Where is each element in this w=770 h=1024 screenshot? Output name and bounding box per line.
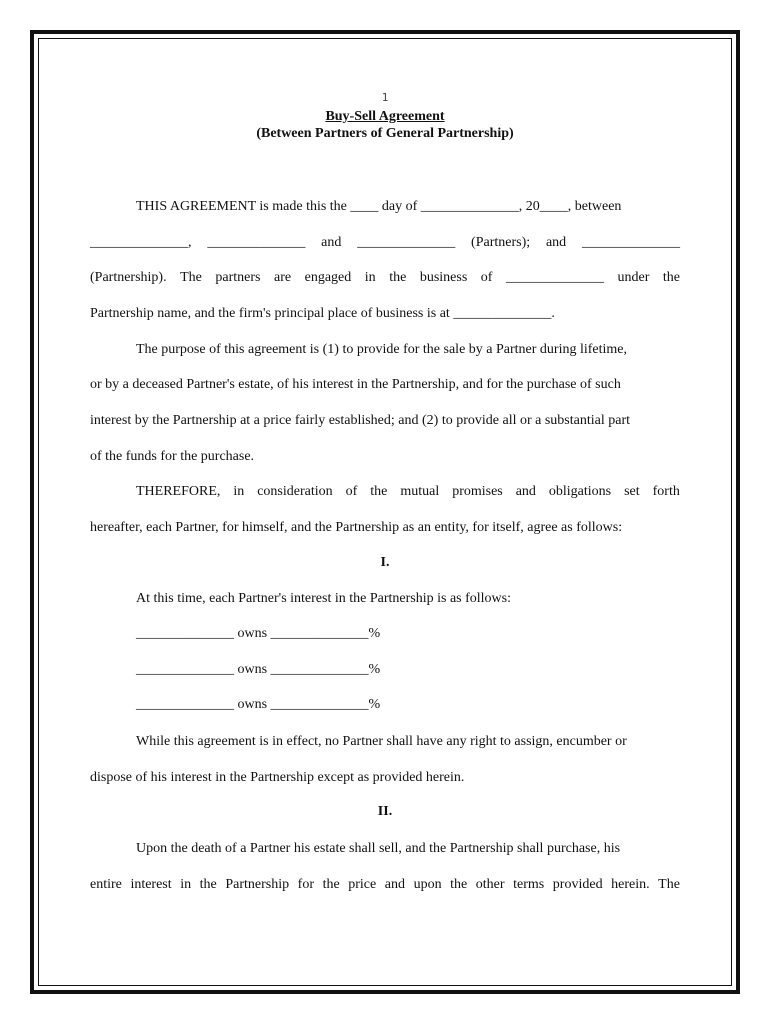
section-2-word: for (297, 877, 314, 892)
intro-word: ______________, (90, 235, 192, 250)
section-2-line-1: Upon the death of a Partner his estate shall sell, and the Partnership shall purchase, his (136, 841, 621, 856)
therefore-line-2: hereafter, each Partner, for himself, and the Partnership as an entity, for itself, agree as follows: (90, 520, 623, 535)
ownership-row: ______________ owns ______________% (136, 662, 381, 677)
intro-word: under (617, 270, 650, 285)
document-title: Buy-Sell Agreement (325, 109, 445, 124)
assign-line-2: dispose of his interest in the Partnership except as provided herein. (90, 770, 465, 785)
assign-line-1: While this agreement is in effect, no Partner shall have any right to assign, encumber or (136, 734, 627, 749)
intro-line-1-text: THIS AGREEMENT is made this the ____ day of ______________, 20____, between (136, 199, 622, 214)
purpose-line-4: of the funds for the purchase. (90, 449, 255, 464)
intro-word: of (480, 270, 493, 285)
intro-word: and (545, 235, 567, 250)
therefore-word: and (515, 484, 536, 499)
section-2-word: entire (90, 877, 122, 892)
ownership-row: ______________ owns ______________% (136, 626, 381, 641)
section-2-word: provided (552, 877, 603, 892)
section-2-word: the (322, 877, 340, 892)
section-2-word: The (658, 877, 680, 892)
section-2-line-2 (90, 876, 680, 894)
purpose-line-1: The purpose of this agreement is (1) to provide for the sale by a Partner during lifetime, (136, 342, 628, 357)
intro-word: engaged (304, 270, 352, 285)
document-subtitle: (Between Partners of General Partnership) (256, 126, 514, 141)
section-2-word: and (384, 877, 405, 892)
therefore-word: of (345, 484, 358, 499)
intro-word: and (321, 235, 342, 250)
section-2-word: other (475, 877, 505, 892)
intro-word: ______________ (582, 235, 680, 250)
intro-word: ______________ (505, 270, 604, 285)
intro-word: in (364, 270, 376, 285)
intro-line-2 (90, 234, 680, 252)
page-number: 1 (381, 91, 389, 104)
therefore-word: forth (652, 484, 680, 499)
ownership-row: ______________ owns ______________% (136, 697, 381, 712)
section-2-word: Partnership (225, 877, 290, 892)
intro-line-4: Partnership name, and the firm's principal place of business is at ______________. (90, 306, 555, 321)
section-2-word: herein. (611, 877, 650, 892)
section-2-word: upon (413, 877, 442, 892)
section-2-word: interest (130, 877, 172, 892)
intro-word: ______________ (207, 235, 306, 250)
intro-word: ______________ (357, 235, 456, 250)
intro-word: the (662, 270, 680, 285)
section-1-intro: At this time, each Partner's interest in the Partnership is as follows: (136, 591, 512, 606)
intro-word: are (274, 270, 292, 285)
intro-line-3 (90, 269, 680, 287)
intro-word: (Partners); (471, 235, 531, 250)
therefore-word: THEREFORE, (136, 484, 221, 499)
therefore-line-1 (136, 483, 680, 501)
section-2-heading: II. (377, 804, 393, 819)
purpose-line-2: or by a deceased Partner's estate, of his interest in the Partnership, and for the purchase of such (90, 377, 621, 392)
intro-word: (Partnership). (90, 270, 167, 285)
section-2-word: terms (513, 877, 545, 892)
purpose-line-3: interest by the Partnership at a price fairly established; and (2) to provide all or a substantial part (90, 413, 630, 428)
therefore-word: mutual (400, 484, 440, 499)
therefore-word: set (624, 484, 640, 499)
therefore-word: obligations (548, 484, 612, 499)
intro-word: the (389, 270, 407, 285)
intro-word: partners (215, 270, 261, 285)
intro-word: The (180, 270, 202, 285)
section-2-word: the (450, 877, 468, 892)
therefore-word: in (233, 484, 245, 499)
section-2-word: the (199, 877, 217, 892)
therefore-word: the (370, 484, 388, 499)
intro-word: business (419, 270, 468, 285)
section-1-heading: I. (380, 555, 390, 570)
section-2-word: price (348, 877, 377, 892)
intro-line-1 (136, 198, 680, 216)
section-2-word: in (180, 877, 192, 892)
therefore-word: consideration (257, 484, 333, 499)
therefore-word: promises (452, 484, 503, 499)
